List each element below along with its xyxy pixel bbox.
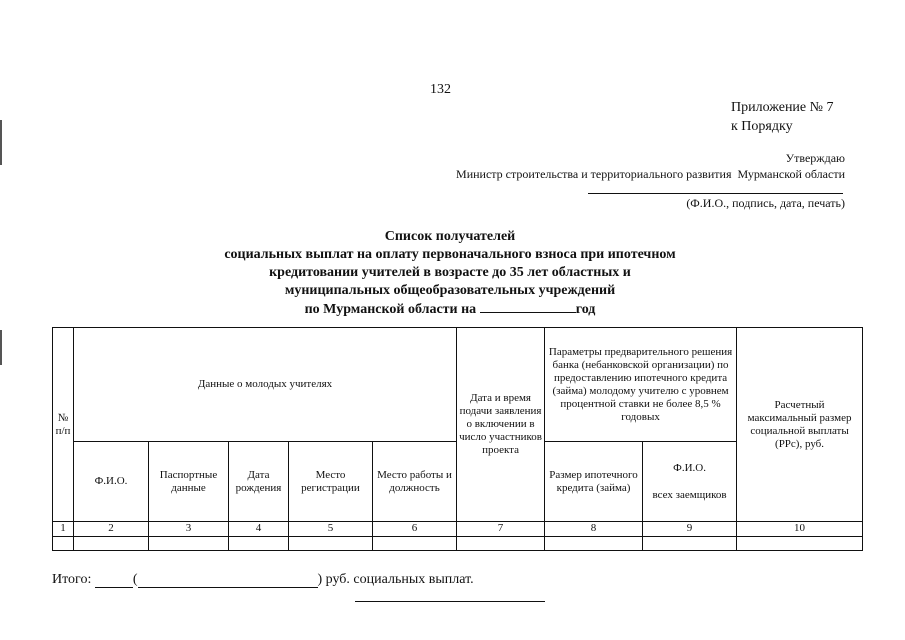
title-line-1: Список получателей [384,229,516,244]
header-fio: Ф.И.О. [74,442,149,522]
title-line-5-suffix: год [575,302,596,317]
column-number: 1 [53,522,74,536]
header-application-date: Дата и время подачи заявления о включении в число участников проекта [457,328,545,522]
column-number: 9 [643,522,737,536]
header-passport: Паспортные данные [149,442,229,522]
appendix-number: Приложение № 7 [731,100,834,115]
total-label: Итого: [52,572,92,587]
appendix-block [731,98,834,136]
header-borrowers-fio: Ф.И.О. [673,461,706,474]
header-all-borrowers [643,442,737,522]
document-title [150,228,750,319]
total-amount-blank [95,573,133,588]
signature-caption: (Ф.И.О., подпись, дата, печать) [686,196,845,210]
header-birth-date: Дата рождения [229,442,289,522]
header-borrowers-all: всех заемщиков [652,488,727,501]
title-line-5 [150,300,750,319]
table-cell [149,536,229,550]
title-line-3: кредитовании учителей в возрасте до 35 лет областных и [269,265,631,280]
header-work-position: Место работы и должность [373,442,457,522]
table-cell [737,536,863,550]
column-number: 10 [737,522,863,536]
year-blank-field [480,300,576,313]
column-number: 4 [229,522,289,536]
total-line [52,572,474,588]
table-cell [74,536,149,550]
header-teacher-data: Данные о молодых учителях [74,328,457,442]
total-open-paren: ( [132,572,138,587]
column-number: 8 [545,522,643,536]
table-cell [289,536,373,550]
table-cell [643,536,737,550]
scan-mark [0,120,2,165]
title-line-2: социальных выплат на оплату первоначального взноса при ипотечном [224,247,676,262]
approval-block [420,150,845,182]
table-cell [229,536,289,550]
column-number: 7 [457,522,545,536]
header-calculated-payment: Расчетный максимальный размер социальной выплаты (РРс), руб. [737,328,863,522]
title-line-4: муниципальных общеобразовательных учреждений [284,283,616,298]
approval-label: Утверждаю [785,151,845,165]
signature-line [588,193,843,194]
page-number: 132 [430,82,451,97]
table-cell [373,536,457,550]
header-registration: Место регистрации [289,442,373,522]
header-number: № п/п [53,328,74,522]
column-number: 6 [373,522,457,536]
total-suffix: ) руб. социальных выплат. [317,572,474,587]
table-cell [545,536,643,550]
table-cell [457,536,545,550]
bottom-line [355,601,545,602]
column-numbers-row [53,522,863,536]
total-words-blank [138,573,318,588]
recipients-table [52,327,863,551]
header-bank-parameters: Параметры предварительного решения банка (небанковской организации) по предоставлению ипотечного кредита (займа) молодому учителю с уровнем процентной ставки не более 8,5 % годовых [545,328,737,442]
column-number: 3 [149,522,229,536]
table-row [53,536,863,550]
approval-position: Министр строительства и территориального развития Мурманской области [456,167,845,181]
appendix-reference: к Порядку [731,119,793,134]
scan-mark [0,330,2,365]
header-loan-amount: Размер ипотечного кредита (займа) [545,442,643,522]
column-number: 2 [74,522,149,536]
table-cell [53,536,74,550]
title-line-5-prefix: по Мурманской области на [304,302,477,317]
column-number: 5 [289,522,373,536]
